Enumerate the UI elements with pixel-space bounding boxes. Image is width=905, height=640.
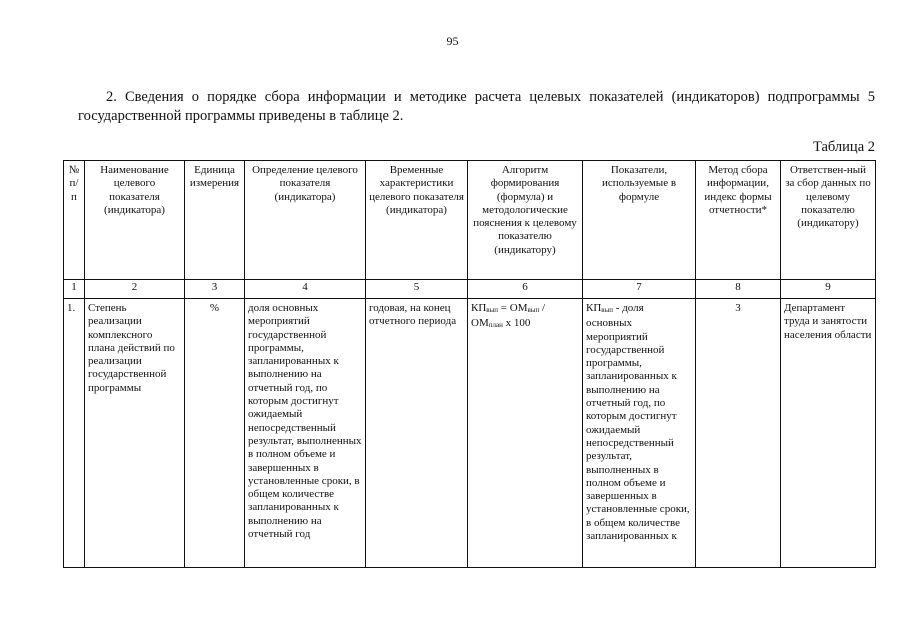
formula-om-sub: вып	[527, 306, 540, 314]
header-cell: Метод сбора информации, индекс формы отчетности*	[696, 161, 781, 280]
indicators-kp: КП	[586, 302, 602, 314]
formula-kp: КП	[471, 302, 487, 314]
column-number: 8	[696, 280, 781, 299]
column-number: 6	[468, 280, 583, 299]
column-number: 7	[583, 280, 696, 299]
intro-paragraph: 2. Сведения о порядке сбора информации и методике расчета целевых показателей (индикаторов) подпрограммы 5 государственной программы приведены в таблице 2.	[78, 89, 875, 124]
indicators-cell	[583, 299, 696, 568]
row-number: 1.	[64, 299, 85, 568]
formula-om-plan-sub: план	[488, 321, 503, 330]
header-cell: Временные характеристики целевого показателя (индикатора)	[366, 161, 468, 280]
header-cell: Наименование целевого показателя (индикатора)	[85, 161, 185, 280]
header-cell: Алгоритм формирования (формула) и методологические пояснения к целевому показателю (индикатору)	[468, 161, 583, 280]
formula-kp-sub: вып	[486, 306, 499, 314]
header-cell: Показатели, используемые в формуле	[583, 161, 696, 280]
header-cell: Единица измерения	[185, 161, 245, 280]
formula-tail: х 100	[502, 317, 531, 330]
column-number: 2	[85, 280, 185, 299]
table-header-row	[64, 161, 876, 280]
header-cell: Ответствен-ный за сбор данных по целевому показателю (индикатору)	[781, 161, 876, 280]
formula-cell	[468, 299, 583, 568]
table-row	[64, 299, 876, 568]
page-number: 95	[446, 34, 459, 48]
formula-eq: = ОМ	[498, 302, 528, 314]
unit-cell: %	[185, 299, 245, 568]
timing-cell: годовая, на конец отчетного периода	[366, 299, 468, 568]
method-cell: 3	[696, 299, 781, 568]
column-number: 3	[185, 280, 245, 299]
table-label: Таблица 2	[812, 139, 875, 155]
column-number: 4	[245, 280, 366, 299]
column-number-row	[64, 280, 876, 299]
definition-cell: доля основных мероприятий государственной программы, запланированных к выполнению на отчетный год, по которым достигнут ожидаемый непосредственный результат, выполненных в полном объеме и завершенных в установленные сроки, в общем количестве запланированных к выполнению на отчетный год	[245, 299, 366, 568]
indicator-name: Степень реализации комплексного плана действий по реализации государственной программы	[85, 299, 185, 568]
indicators-table	[63, 160, 876, 568]
column-number: 5	[366, 280, 468, 299]
column-number: 1	[64, 280, 85, 299]
column-number: 9	[781, 280, 876, 299]
responsible-cell: Департамент труда и занятости населения области	[781, 299, 876, 568]
formula-om-plan: ОМ	[471, 317, 489, 330]
header-cell: Определение целевого показателя (индикатора)	[245, 161, 366, 280]
formula-slash: /	[539, 302, 546, 314]
indicators-kp-sub: вып	[601, 306, 614, 314]
header-cell: № п/п	[64, 161, 85, 280]
indicators-text: - доля основных мероприятий государственной программы, запланированных к выполнению на отчетный год, по которым достигнут ожидаемый непосредственный результат, выполненных в полном объеме и завершенных в установленные сроки, в общем количестве запланированных к	[586, 302, 690, 543]
